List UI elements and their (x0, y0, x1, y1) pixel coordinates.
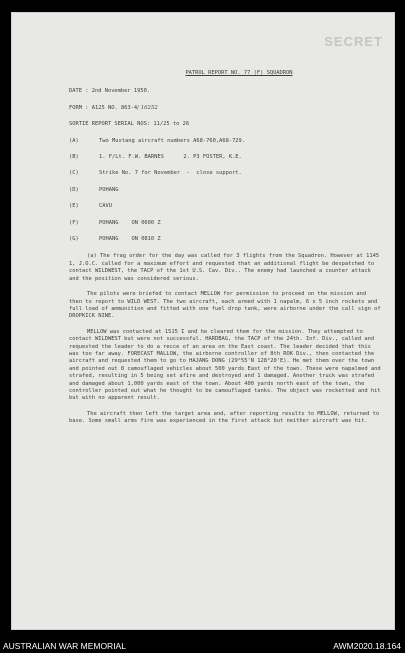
list-item: (G) POHANG ON 0810 Z (69, 236, 161, 243)
list-item: (F) POHANG ON 0600 Z (69, 219, 161, 226)
narrative-paragraph: The pilots were briefed to contact MELLOW for permission to proceed on the mission and then to report to WILD WEST. The two aircraft, each armed with 1 napalm, 6 x 5 inch rockets and full load of ammunition and fitted with one fuel drop tank, were airborne under the call sign of DROPKICK NINE. (69, 291, 381, 320)
form-line (69, 105, 381, 112)
accession-number: AWM2020.18.164 (333, 641, 401, 651)
list-item: (D) POHANG (69, 186, 119, 193)
report-title: PATROL REPORT NO. 77 (F) SQUADRON (185, 70, 293, 76)
date-line: DATE : 2nd November 1950. (69, 88, 151, 95)
serial-line: SORTIE REPORT SERIAL NOS: 11/25 to 26 (69, 121, 190, 128)
items-list (69, 138, 381, 244)
narrative-paragraph: (a) The frag order for the day was called for 3 flights from the Squadron. However at 1145 1, J.O.C. called for a maximum effort and requested that an additional flight be despatched to contact WILDWEST, the TACP of the 1st U.S. Cav. Div.. The enemy had launched a counter attack and the position was considered serious. (69, 253, 380, 282)
secret-stamp: SECRET (324, 34, 383, 49)
form-handwritten-number: / 16252 (137, 104, 158, 111)
list-item: (B) 1. F/Lt. F.W. BARNES 2. P3 FOSTER, K.E. (69, 154, 242, 161)
document-page (11, 12, 395, 630)
form-prefix: FORM : A125 NO. (69, 104, 118, 111)
institution-label: AUSTRALIAN WAR MEMORIAL (3, 641, 126, 651)
list-item: (C) Strike No. 7 for November - close support. (69, 170, 242, 177)
caption-bar (0, 641, 405, 653)
narrative-paragraph: The aircraft then left the target area and, after reporting results to MELLOW, returned to base. Some small arms fire was experienced in the first attack but neither aircraft was hit. (69, 410, 380, 425)
list-item: (A) Two Mustang aircraft numbers A68-760,A68-729. (69, 137, 246, 144)
narrative-paragraph: MELLOW was contacted at 1515 I and he cleared them for the mission. They attempted to contact WILDWEST but were not successful. HARDBAG, the TACP of the 24th. Inf. Div., called and requested the leader to do a recce of an area on the East coast. The leader decided that this was too far away. FORECAST MALLOW, the airborne controller of 8th ROK Div., then contacted the aircraft and requested them to go to HAJANG DONG (29°55'N 128°20'E). He met them over the town and pointed out 8 camouflaged vehicles about 500 yards East of the town. These were napalmed and strafed, resulting in 5 being set afire and destroyed and 1 damaged. Another truck was strafed and damaged about 1,000 yards east of the town. About 400 yards north east of the town, the controller pointed out what he thought to be camouflaged tanks. The object was rocketted and hit but with no apparent result. (69, 328, 381, 402)
report-body (69, 70, 381, 434)
form-number: 863-4 (120, 104, 138, 111)
list-item: (E) CAVU (69, 203, 112, 210)
